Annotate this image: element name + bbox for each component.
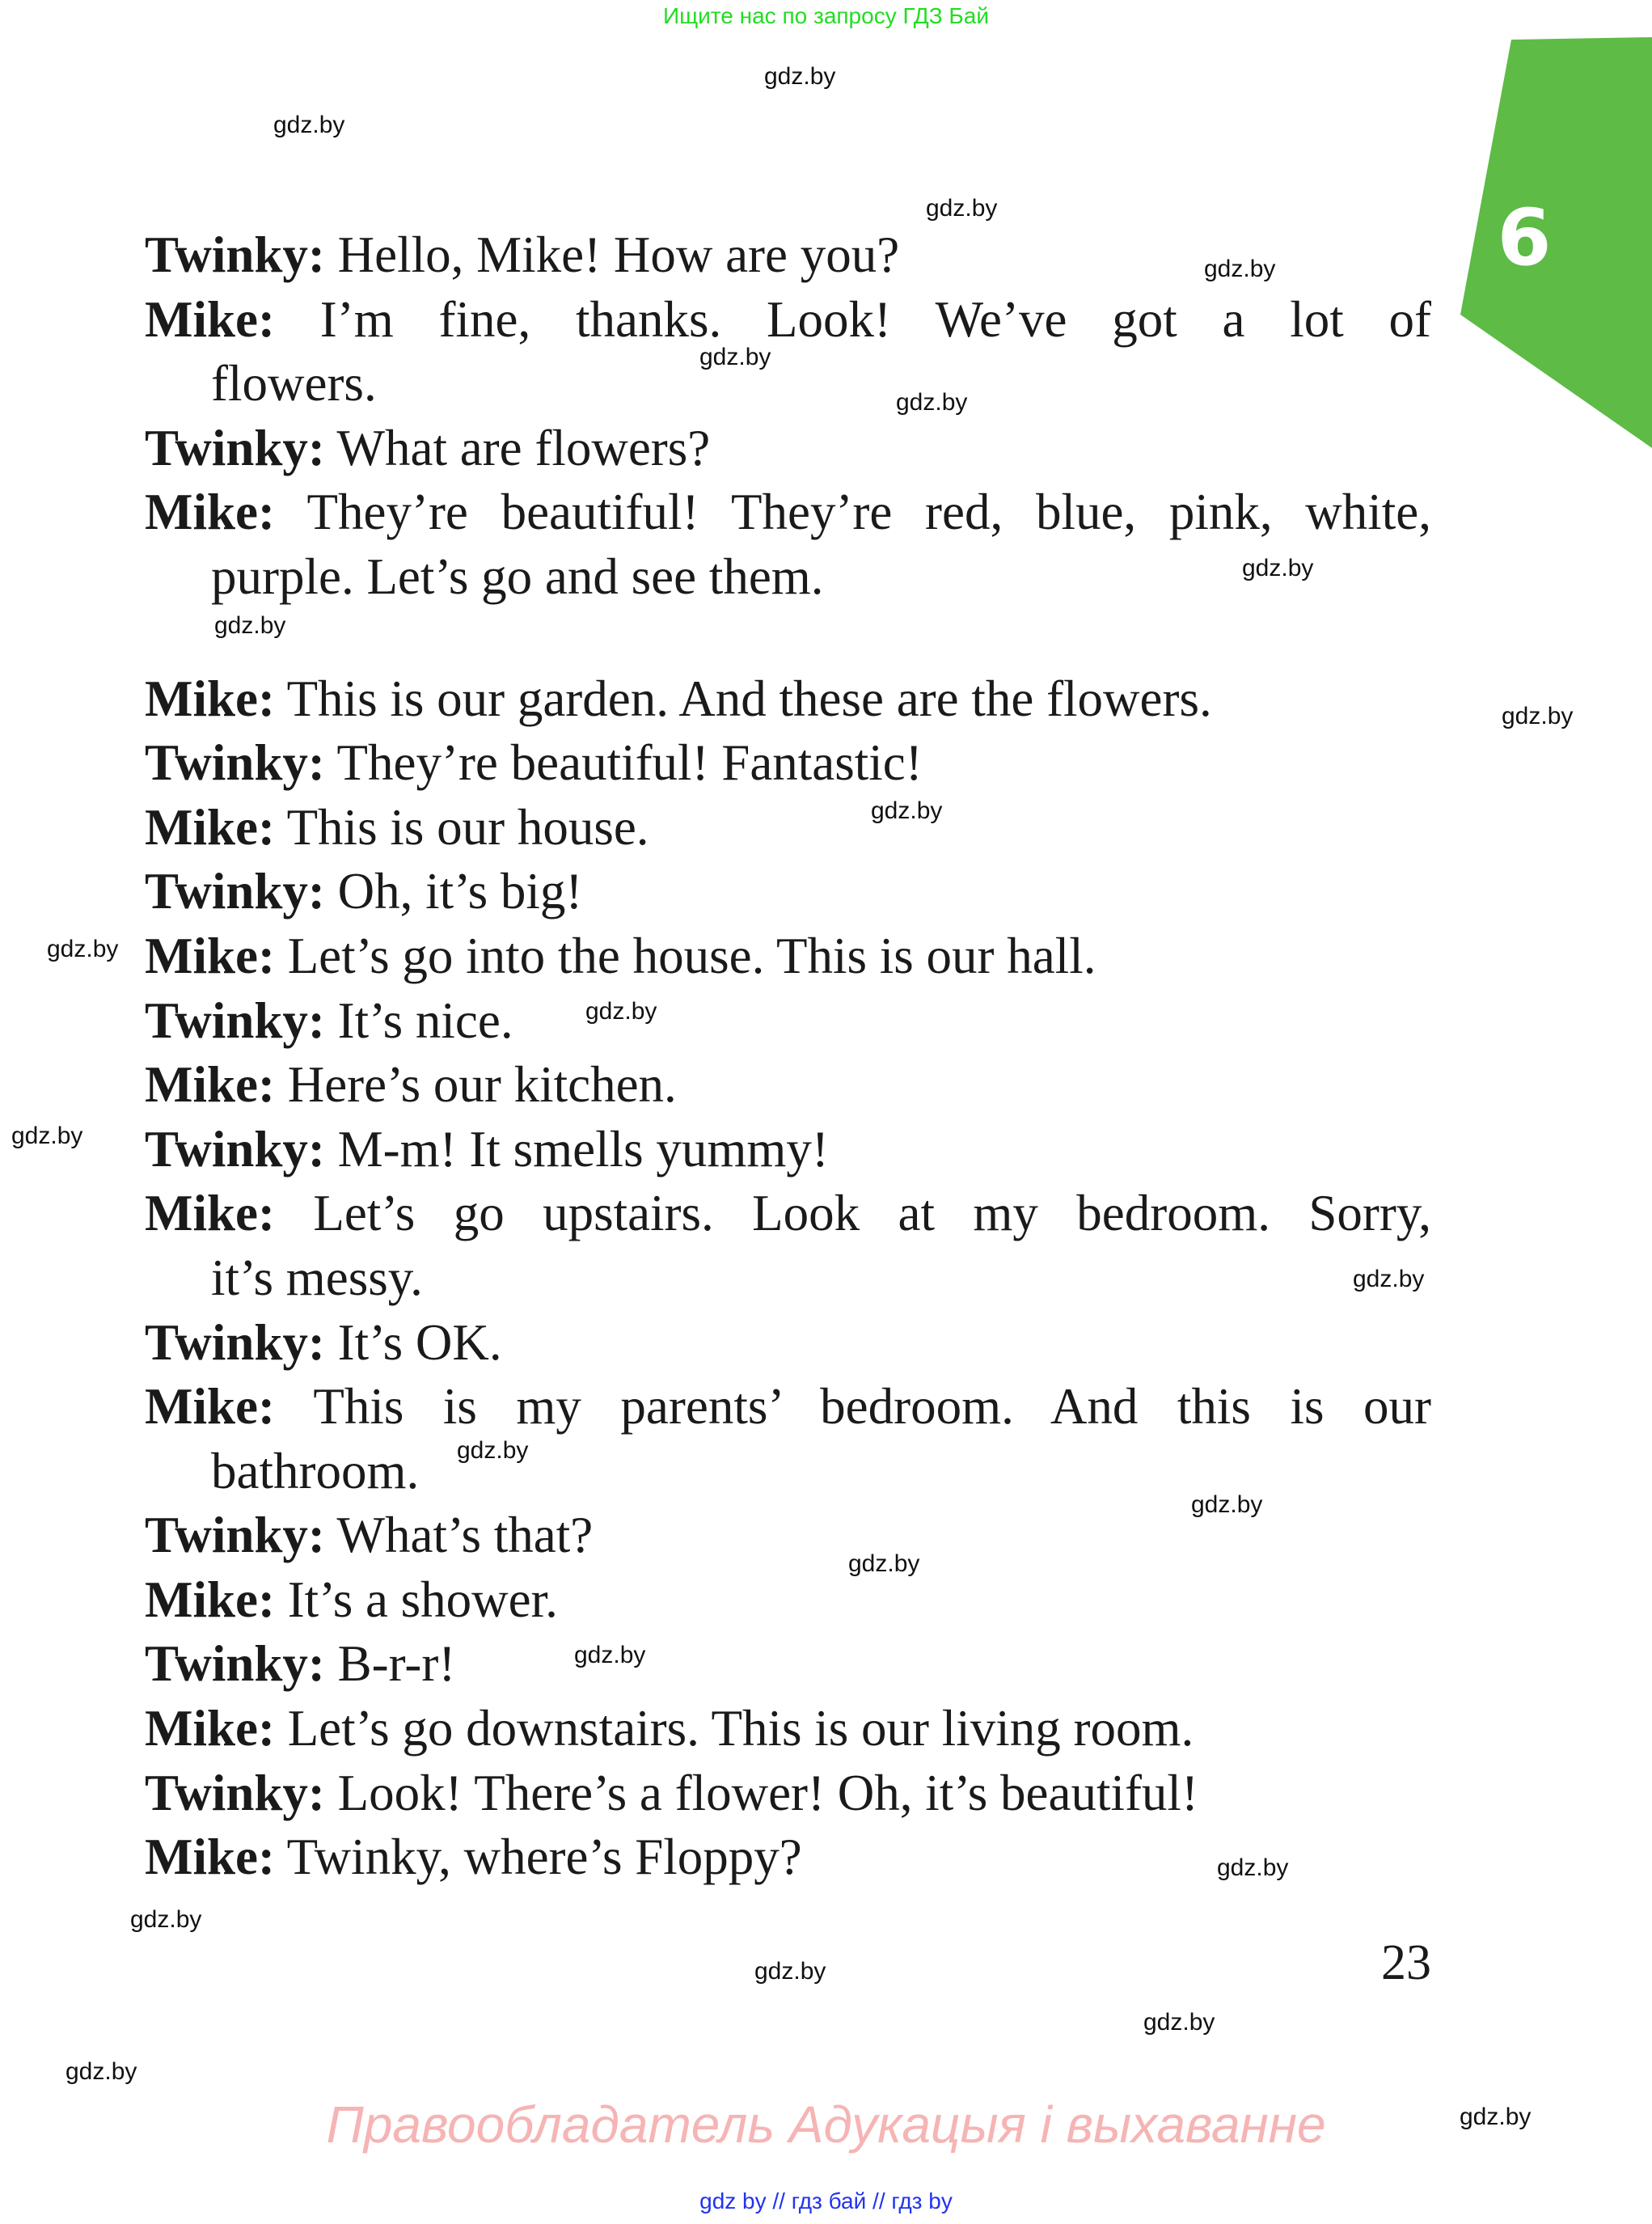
speech-text: M-m! It smells yummy! — [337, 1120, 829, 1178]
speech-text: it’s messy. — [211, 1249, 423, 1306]
footer-links[interactable]: gdz by // гдз бай // гдз by — [699, 2188, 953, 2213]
search-hint: Ищите нас по запросу ГДЗ Бай — [662, 3, 990, 28]
speaker-name: Mike: — [145, 1700, 275, 1757]
dialogue-line — [145, 924, 1431, 989]
dialogue-line — [145, 1697, 1431, 1761]
speaker-name: Mike: — [145, 1056, 275, 1114]
gdz-watermark: gdz.by — [214, 612, 286, 639]
gdz-watermark: gdz.by — [1204, 256, 1276, 282]
dialogue-line — [145, 1375, 1431, 1440]
speaker-name: Twinky: — [145, 863, 325, 920]
speech-text: flowers. — [211, 355, 377, 412]
dialogue-line — [145, 288, 1431, 353]
speaker-name: Mike: — [145, 1185, 275, 1242]
speech-text: They’re beautiful! They’re red, blue, pink, white, — [306, 484, 1431, 541]
gdz-watermark: gdz.by — [11, 1123, 83, 1149]
speech-text: This is our garden. And these are the flowers. — [286, 670, 1212, 727]
gdz-watermark: gdz.by — [1353, 1266, 1425, 1292]
speech-text: They’re beautiful! Fantastic! — [336, 734, 923, 792]
chapter-number: 6 — [1497, 192, 1552, 283]
gdz-watermark: gdz.by — [764, 63, 836, 90]
dialogue-line — [145, 1053, 1431, 1118]
gdz-watermark: gdz.by — [754, 1958, 826, 1985]
speech-text: It’s OK. — [337, 1313, 502, 1371]
speaker-name: Twinky: — [145, 226, 325, 283]
speaker-name: Mike: — [145, 798, 275, 856]
gdz-watermark: gdz.by — [130, 1906, 202, 1933]
speaker-name: Twinky: — [145, 1635, 325, 1693]
page-number: 23 — [1381, 1935, 1431, 1990]
gdz-watermark: gdz.by — [699, 344, 771, 370]
speech-text: Twinky, where’s Floppy? — [286, 1829, 802, 1886]
speaker-name: Twinky: — [145, 419, 325, 476]
dialogue-line — [145, 1761, 1431, 1826]
dialogue-line — [145, 480, 1431, 545]
speech-text: Let’s go upstairs. Look at my bedroom. Sorry, — [313, 1185, 1432, 1242]
speech-text: I’m fine, thanks. Look! We’ve got a lot of — [319, 290, 1432, 348]
speaker-name: Mike: — [145, 670, 275, 727]
speaker-name: Twinky: — [145, 1507, 325, 1564]
speech-text: Oh, it’s big! — [337, 863, 583, 920]
gdz-watermark: gdz.by — [1191, 1491, 1263, 1518]
gdz-watermark: gdz.by — [1460, 2103, 1532, 2130]
dialogue-line — [145, 1632, 1431, 1697]
gdz-watermark: gdz.by — [457, 1437, 529, 1464]
speaker-name: Twinky: — [145, 1313, 325, 1371]
speaker-name: Mike: — [145, 1829, 275, 1886]
dialogue-line — [145, 860, 1431, 924]
speech-text: Let’s go downstairs. This is our living room. — [287, 1700, 1194, 1757]
gdz-watermark: gdz.by — [273, 112, 345, 138]
dialogue-line — [145, 1568, 1431, 1633]
speech-text: Here’s our kitchen. — [287, 1056, 677, 1114]
speech-text: This is my parents’ bedroom. And this is our — [313, 1378, 1431, 1435]
dialogue-line — [145, 731, 1431, 796]
speaker-name: Mike: — [145, 290, 275, 348]
speech-text: B-r-r! — [337, 1635, 456, 1693]
dialogue-line — [145, 1118, 1431, 1182]
dialogue-line — [145, 1311, 1431, 1376]
speech-text: Look! There’s a flower! Oh, it’s beautiful! — [337, 1764, 1198, 1821]
dialogue-line — [145, 416, 1431, 481]
speech-text: What are flowers? — [336, 419, 711, 476]
speaker-name: Twinky: — [145, 734, 325, 792]
gdz-watermark: gdz.by — [848, 1550, 920, 1577]
speaker-name: Mike: — [145, 927, 275, 984]
gdz-watermark: gdz.by — [1143, 2009, 1215, 2036]
gdz-watermark: gdz.by — [871, 797, 943, 824]
speech-text: Let’s go into the house. This is our hall. — [287, 927, 1096, 984]
speech-text: bathroom. — [211, 1442, 420, 1499]
speech-text: Hello, Mike! How are you? — [337, 226, 900, 283]
speech-text: It’s nice. — [337, 991, 513, 1049]
speech-text: purple. Let’s go and see them. — [211, 548, 824, 605]
gdz-watermark: gdz.by — [926, 195, 998, 222]
gdz-watermark: gdz.by — [1502, 703, 1574, 729]
speaker-name: Twinky: — [145, 1120, 325, 1178]
rights-holder-watermark: Правообладатель Адукацыя і выхаванне — [326, 2095, 1326, 2154]
dialogue-line — [145, 545, 1431, 610]
speech-text: What’s that? — [336, 1507, 594, 1564]
dialogue-line — [145, 1182, 1431, 1246]
dialogue-line — [145, 1246, 1431, 1311]
gdz-watermark: gdz.by — [47, 936, 119, 962]
speaker-name: Twinky: — [145, 991, 325, 1049]
dialogue-text — [145, 223, 1431, 1890]
dialogue-line — [145, 667, 1431, 732]
dialogue-line — [145, 796, 1431, 860]
gdz-watermark: gdz.by — [585, 998, 657, 1025]
speech-text: It’s a shower. — [287, 1571, 558, 1628]
gdz-watermark: gdz.by — [65, 2058, 137, 2085]
dialogue-line — [145, 352, 1431, 416]
speaker-name: Mike: — [145, 1378, 275, 1435]
gdz-watermark: gdz.by — [574, 1642, 646, 1668]
gdz-watermark: gdz.by — [896, 389, 968, 416]
gdz-watermark: gdz.by — [1217, 1854, 1289, 1881]
speech-text: This is our house. — [286, 798, 649, 856]
gdz-watermark: gdz.by — [1242, 555, 1314, 581]
speaker-name: Mike: — [145, 484, 275, 541]
speaker-name: Mike: — [145, 1571, 275, 1628]
dialogue-line — [145, 989, 1431, 1054]
speaker-name: Twinky: — [145, 1764, 325, 1821]
